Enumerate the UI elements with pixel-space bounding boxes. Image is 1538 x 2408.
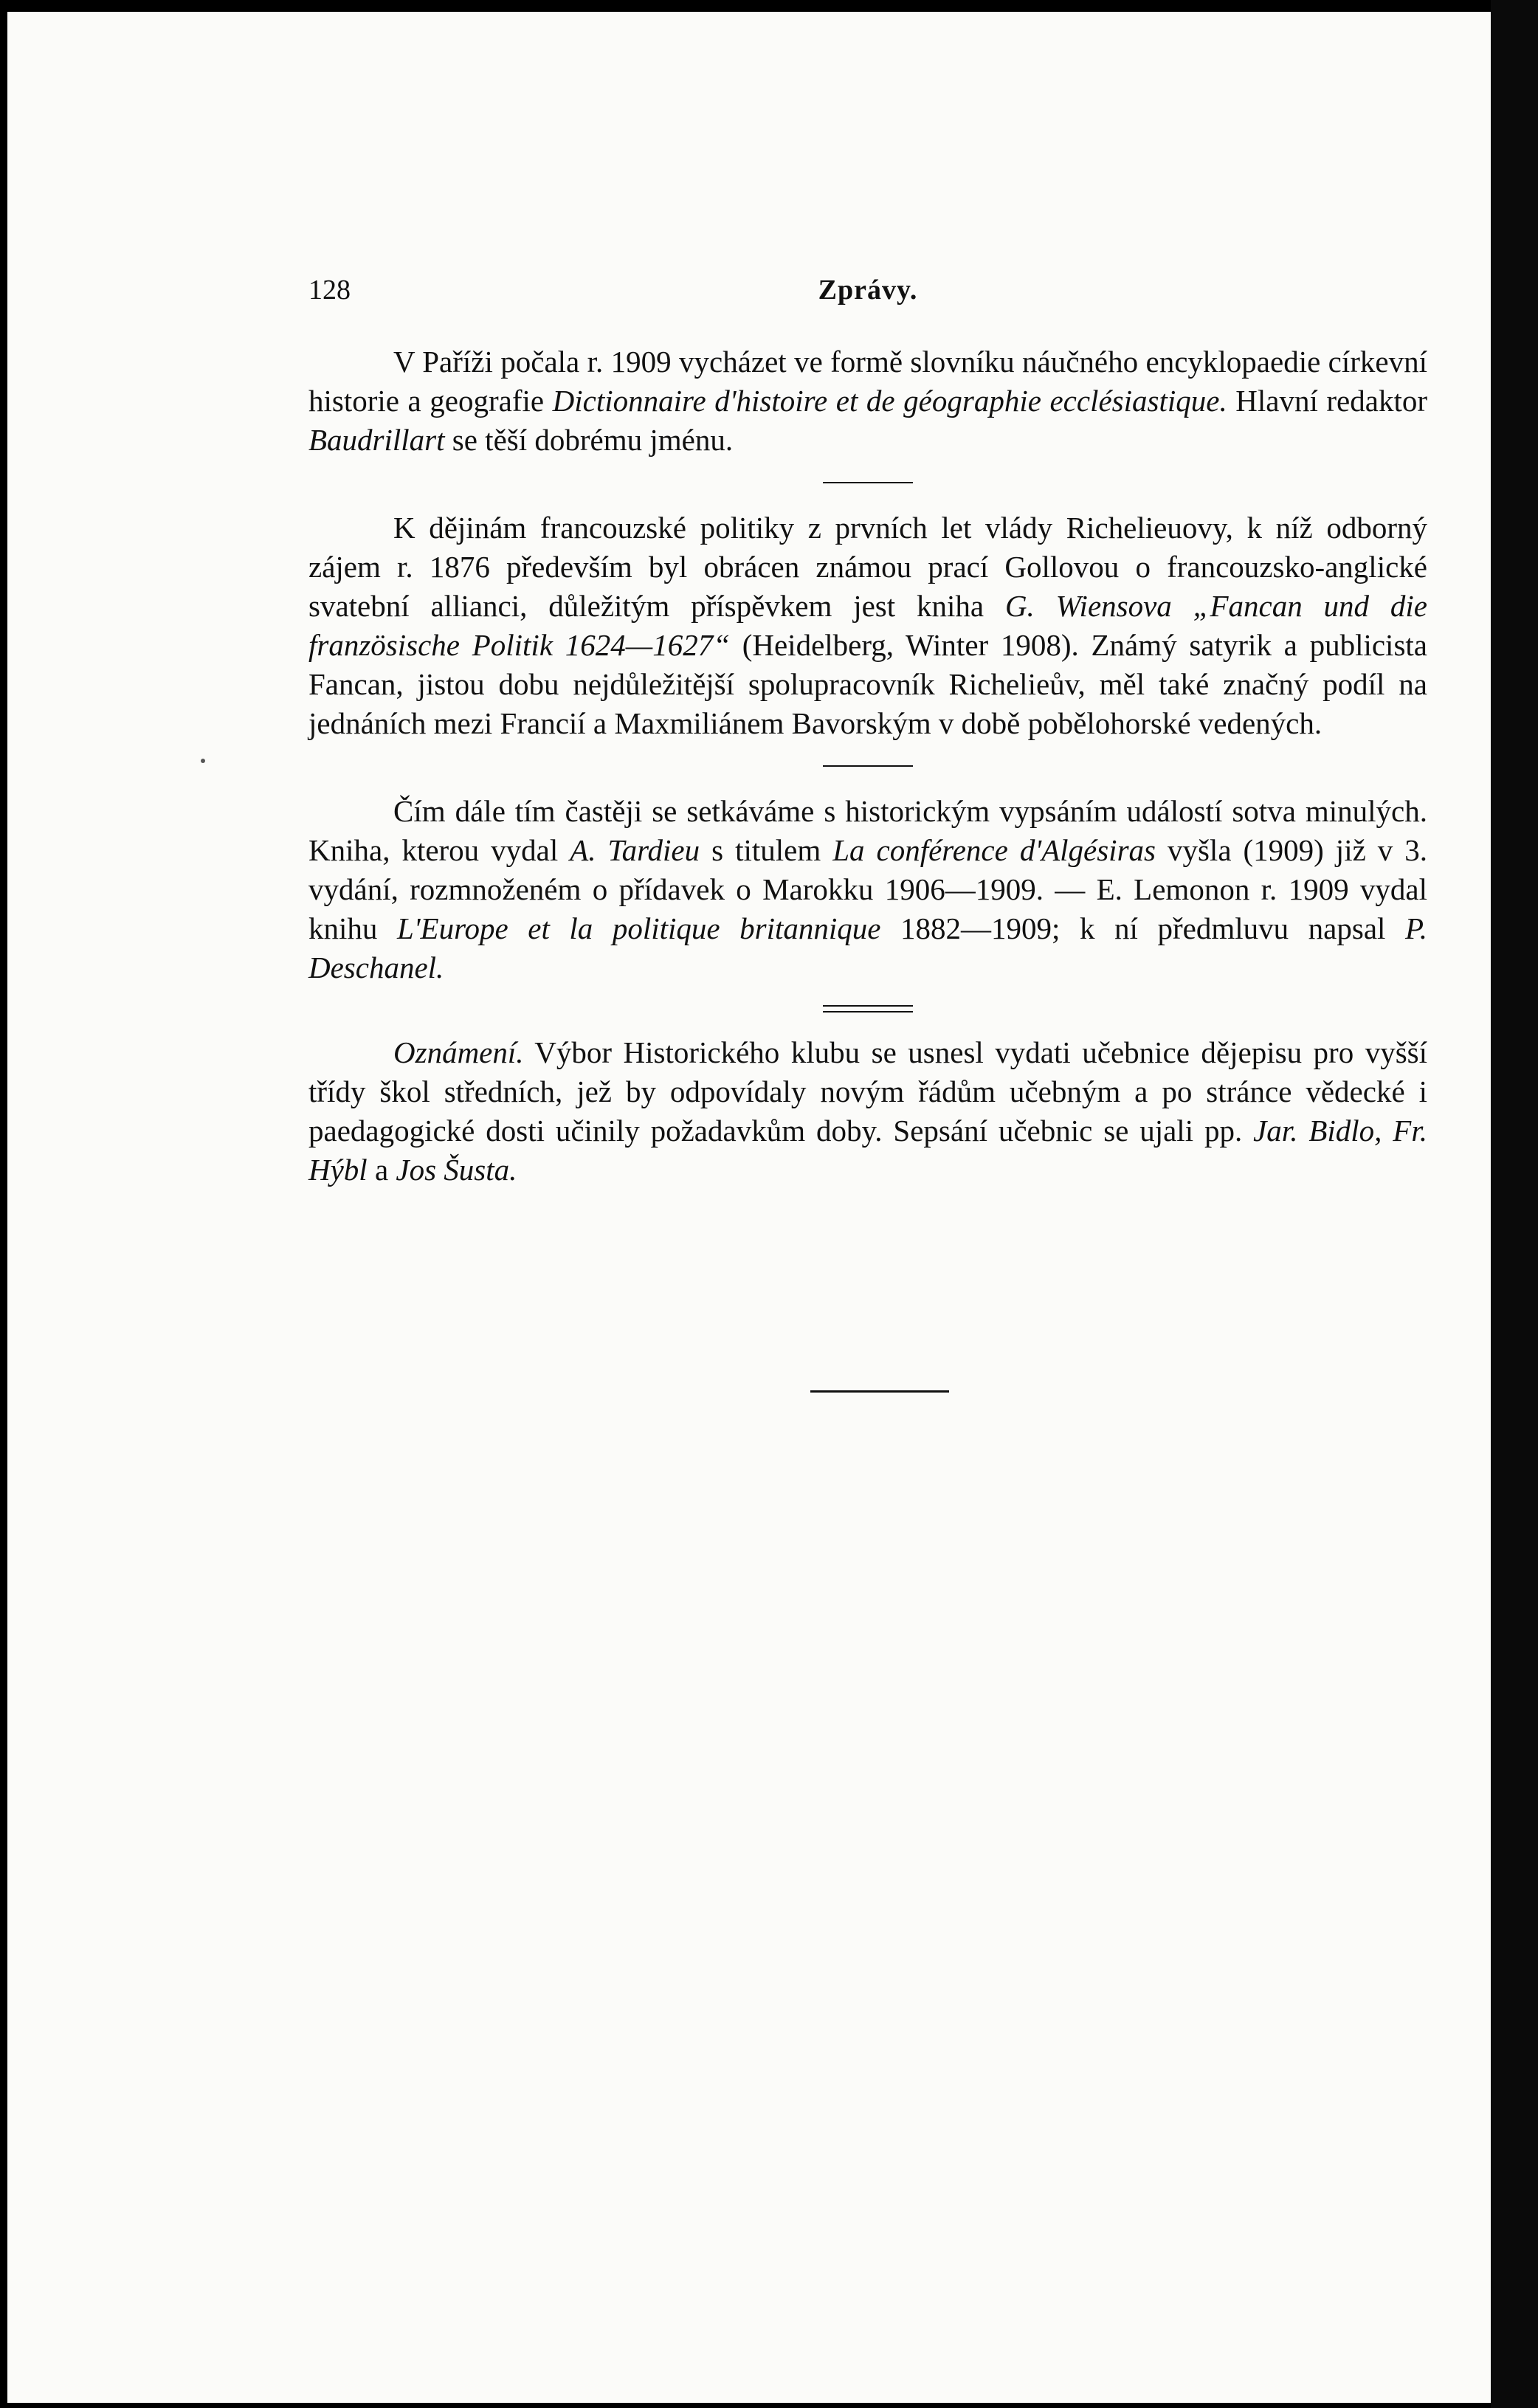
- end-rule: [810, 1390, 949, 1393]
- section-separator: [823, 765, 913, 767]
- text-run: V Paříži počala r. 1909 vycházet ve formě slovníku náučného encyklopaedie církevní historie a geografie: [308, 345, 1427, 418]
- page-header: [308, 272, 1427, 308]
- italic-text: P. Deschanel.: [308, 911, 1427, 984]
- italic-text: Jos Šusta.: [396, 1153, 517, 1187]
- text-run: K dějinám francouzské politiky z prvních let vlády Richelieuovy, k níž odborný zájem r. 1876 především byl obrácen známou prací Gollovou o francouzsko-anglické svatební allianci, důležitým příspěvkem jest kniha: [308, 511, 1427, 623]
- running-title: Zprávy.: [818, 275, 918, 306]
- paragraph-richelieu: [308, 508, 1427, 743]
- text-run: Výbor Historického klubu se usnesl vydati učebnice dějepisu pro vyšší třídy škol středních, jež by odpovídaly novým řádům učebným a po stránce vědecké i paedagogické dosti učinily požadavkům doby. Sepsání učebnic se ujali pp.: [308, 1035, 1427, 1148]
- page-number: 128: [308, 275, 351, 306]
- section-separator: [823, 482, 913, 483]
- italic-text: Oznámení.: [393, 1035, 524, 1069]
- italic-text: G. Wiensova „Fancan und die französische Politik 1624—1627“: [308, 589, 1427, 662]
- text-run: Hlavní redaktor: [1227, 384, 1427, 418]
- italic-text: A. Tardieu: [570, 833, 700, 867]
- page-edge-shadow: [1491, 0, 1538, 2408]
- paragraph-tardieu: [308, 792, 1427, 987]
- text-run: 1882—1909; k ní předmluvu napsal: [880, 911, 1405, 945]
- italic-text: Jar. Bidlo, Fr. Hýbl: [308, 1114, 1427, 1187]
- italic-text: L'Europe et la politique britannique: [396, 911, 881, 945]
- text-run: Čím dále tím častěji se setkáváme s historickým vypsáním událostí sotva minulých. Kniha, kterou vydal: [308, 794, 1427, 867]
- text-run: a: [367, 1153, 396, 1187]
- body-text: [308, 342, 1427, 1190]
- italic-text: Baudrillart: [308, 423, 445, 457]
- text-run: vyšla (1909) již v 3. vydání, rozmnoženém o přídavek o Marokku 1906—1909. — E. Lemonon r. 1909 vydal knihu: [308, 833, 1428, 945]
- book-page: [7, 12, 1491, 2403]
- margin-dot: [201, 759, 205, 763]
- text-run: s titulem: [700, 833, 833, 867]
- text-run: se těší dobrému jménu.: [444, 423, 734, 457]
- italic-text: Dictionnaire d'histoire et de géographie ecclésiastique.: [552, 384, 1227, 418]
- paragraph-oznameni: [308, 1033, 1427, 1190]
- text-run: (Heidelberg, Winter 1908). Známý satyrik a publicista Fancan, jistou dobu nejdůležitější spolupracovník Richelieův, měl také značný podíl na jednáních mezi Francií a Maxmiliánem Bavorským v době pobělohorské vedených.: [308, 628, 1427, 740]
- paragraph-dictionnaire: [308, 342, 1427, 460]
- italic-text: La conférence d'Algésiras: [832, 833, 1156, 867]
- double-separator: [823, 1005, 913, 1012]
